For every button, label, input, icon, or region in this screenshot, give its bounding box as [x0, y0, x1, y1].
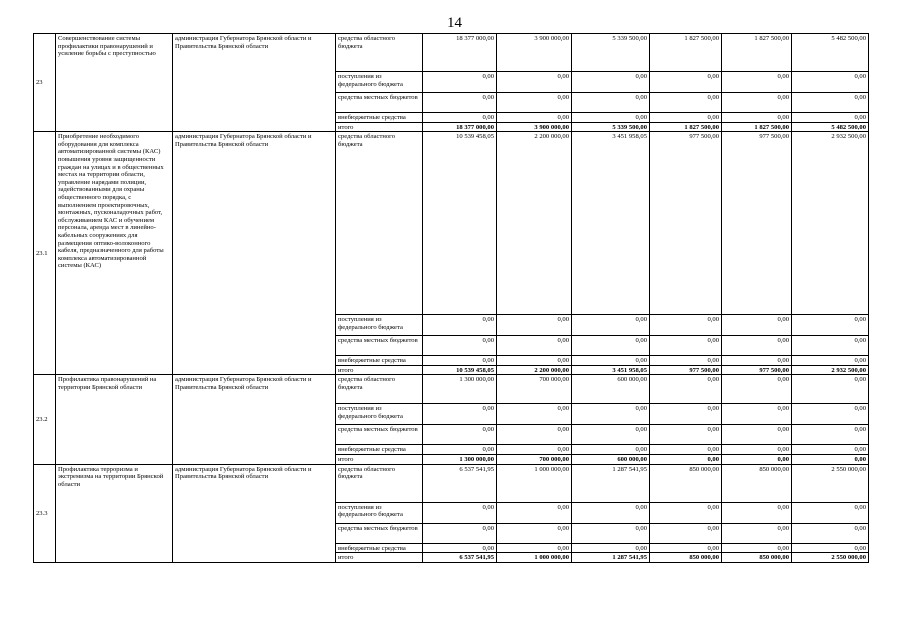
- amount-cell: 850 000,00: [722, 553, 792, 563]
- amount-cell: 10 539 458,05: [423, 365, 497, 375]
- amount-cell: 0,00: [722, 93, 792, 113]
- amount-cell: 0,00: [650, 113, 722, 123]
- amount-cell: 600 000,00: [572, 375, 650, 404]
- amount-cell: 0,00: [497, 543, 572, 553]
- amount-cell: 977 500,00: [650, 132, 722, 315]
- amount-cell: 0,00: [650, 543, 722, 553]
- amount-cell: 0,00: [423, 93, 497, 113]
- amount-cell: 850 000,00: [650, 553, 722, 563]
- amount-cell: 0,00: [572, 523, 650, 543]
- amount-cell: 0,00: [722, 336, 792, 356]
- amount-cell: 0,00: [722, 454, 792, 464]
- item-description: [56, 34, 173, 132]
- amount-cell: 3 451 958,05: [572, 132, 650, 315]
- amount-cell: 0,00: [497, 445, 572, 455]
- item-description-text: Совершенствование системы профилактики правонарушений и усиление борьбы с преступностью: [58, 35, 156, 58]
- amount-cell: 850 000,00: [650, 464, 722, 502]
- amount-cell: 6 537 541,95: [423, 464, 497, 502]
- amount-cell: 2 550 000,00: [792, 464, 869, 502]
- amount-cell: 700 000,00: [497, 454, 572, 464]
- amount-cell: 0,00: [497, 523, 572, 543]
- funding-source: итого: [336, 553, 423, 563]
- amount-cell: 0,00: [572, 543, 650, 553]
- amount-cell: 0,00: [792, 404, 869, 425]
- amount-cell: 0,00: [722, 502, 792, 523]
- amount-cell: 977 500,00: [650, 365, 722, 375]
- amount-cell: 977 500,00: [722, 132, 792, 315]
- amount-cell: 0,00: [722, 425, 792, 445]
- amount-cell: 0,00: [497, 113, 572, 123]
- amount-cell: 0,00: [650, 404, 722, 425]
- amount-cell: 1 000 000,00: [497, 553, 572, 563]
- funding-source: поступления из федерального бюджета: [336, 404, 423, 425]
- amount-cell: 0,00: [572, 72, 650, 93]
- amount-cell: 0,00: [722, 404, 792, 425]
- amount-cell: 1 827 500,00: [722, 122, 792, 132]
- amount-cell: 0,00: [497, 502, 572, 523]
- item-description-text: Приобретение необходимого оборудования для комплекса автоматизированной системы (КАС) повышения уровня защищенности граждан на улицах и в общественных местах на территории области, управление нарядами полиции, задействованными для охраны общественного порядка, с выполнением проектировочных, монтажных, пусконаладочных работ, обслуживанием КАС и обучением персонала, аренда мест в линейно-кабельных сооружениях для размещения оптико-волоконного кабеля, предназначенного для работы комплекса автоматизированной системы (КАС): [58, 133, 164, 270]
- item-executor: администрация Губернатора Брянской области и Правительства Брянской области: [173, 132, 336, 375]
- amount-cell: 1 827 500,00: [650, 122, 722, 132]
- amount-cell: 1 287 541,95: [572, 464, 650, 502]
- amount-cell: 2 200 000,00: [497, 365, 572, 375]
- amount-cell: 0,00: [650, 375, 722, 404]
- amount-cell: 0,00: [722, 523, 792, 543]
- amount-cell: 0,00: [722, 375, 792, 404]
- amount-cell: 600 000,00: [572, 454, 650, 464]
- amount-cell: 10 539 458,05: [423, 132, 497, 315]
- amount-cell: 0,00: [722, 356, 792, 366]
- budget-table: [33, 33, 869, 563]
- funding-source: средства областного бюджета: [336, 34, 423, 72]
- item-executor: администрация Губернатора Брянской области и Правительства Брянской области: [173, 375, 336, 464]
- amount-cell: 3 451 958,05: [572, 365, 650, 375]
- amount-cell: 6 537 541,95: [423, 553, 497, 563]
- table-row: [34, 132, 869, 315]
- amount-cell: 0,00: [650, 356, 722, 366]
- amount-cell: 0,00: [423, 72, 497, 93]
- amount-cell: 1 827 500,00: [722, 34, 792, 72]
- amount-cell: 0,00: [572, 356, 650, 366]
- amount-cell: 0,00: [792, 523, 869, 543]
- amount-cell: 0,00: [572, 404, 650, 425]
- item-description: [56, 464, 173, 562]
- item-number: 23.1: [34, 132, 56, 375]
- amount-cell: 0,00: [650, 72, 722, 93]
- funding-source: средства местных бюджетов: [336, 523, 423, 543]
- amount-cell: 0,00: [722, 315, 792, 336]
- amount-cell: 0,00: [497, 356, 572, 366]
- amount-cell: 0,00: [423, 543, 497, 553]
- amount-cell: 0,00: [792, 336, 869, 356]
- amount-cell: 0,00: [650, 336, 722, 356]
- amount-cell: 0,00: [572, 93, 650, 113]
- amount-cell: 0,00: [572, 336, 650, 356]
- funding-source: средства местных бюджетов: [336, 336, 423, 356]
- amount-cell: 0,00: [650, 454, 722, 464]
- amount-cell: 0,00: [423, 425, 497, 445]
- funding-source: средства местных бюджетов: [336, 425, 423, 445]
- amount-cell: 5 482 500,00: [792, 122, 869, 132]
- funding-source: средства областного бюджета: [336, 375, 423, 404]
- amount-cell: 0,00: [423, 113, 497, 123]
- amount-cell: 1 827 500,00: [650, 34, 722, 72]
- funding-source: поступления из федерального бюджета: [336, 315, 423, 336]
- amount-cell: 0,00: [572, 315, 650, 336]
- amount-cell: 0,00: [497, 425, 572, 445]
- amount-cell: 0,00: [792, 445, 869, 455]
- amount-cell: 1 287 541,95: [572, 553, 650, 563]
- amount-cell: 1 300 000,00: [423, 454, 497, 464]
- amount-cell: 0,00: [423, 336, 497, 356]
- funding-source: средства областного бюджета: [336, 464, 423, 502]
- amount-cell: 0,00: [423, 404, 497, 425]
- amount-cell: 0,00: [497, 336, 572, 356]
- funding-source: внебюджетные средства: [336, 445, 423, 455]
- amount-cell: 18 377 000,00: [423, 122, 497, 132]
- amount-cell: 2 932 500,00: [792, 365, 869, 375]
- amount-cell: 0,00: [722, 72, 792, 93]
- item-description: [56, 375, 173, 464]
- amount-cell: 0,00: [792, 93, 869, 113]
- item-executor: администрация Губернатора Брянской области и Правительства Брянской области: [173, 464, 336, 562]
- item-description: [56, 132, 173, 375]
- amount-cell: 1 000 000,00: [497, 464, 572, 502]
- item-number: 23.3: [34, 464, 56, 562]
- amount-cell: 0,00: [497, 315, 572, 336]
- amount-cell: 0,00: [792, 454, 869, 464]
- funding-source: поступления из федерального бюджета: [336, 502, 423, 523]
- amount-cell: 0,00: [650, 445, 722, 455]
- amount-cell: 0,00: [572, 425, 650, 445]
- amount-cell: 0,00: [722, 445, 792, 455]
- amount-cell: 3 900 000,00: [497, 34, 572, 72]
- amount-cell: 0,00: [792, 113, 869, 123]
- item-number: 23.2: [34, 375, 56, 464]
- funding-source: итого: [336, 365, 423, 375]
- amount-cell: 0,00: [497, 404, 572, 425]
- amount-cell: 977 500,00: [722, 365, 792, 375]
- amount-cell: 0,00: [497, 72, 572, 93]
- amount-cell: 2 932 500,00: [792, 132, 869, 315]
- amount-cell: 0,00: [423, 523, 497, 543]
- amount-cell: 0,00: [423, 315, 497, 336]
- amount-cell: 0,00: [792, 356, 869, 366]
- funding-source: средства областного бюджета: [336, 132, 423, 315]
- amount-cell: 2 550 000,00: [792, 553, 869, 563]
- amount-cell: 700 000,00: [497, 375, 572, 404]
- amount-cell: 0,00: [792, 502, 869, 523]
- page-number: 14: [447, 15, 462, 31]
- funding-source: средства местных бюджетов: [336, 93, 423, 113]
- amount-cell: 0,00: [423, 356, 497, 366]
- item-executor: администрация Губернатора Брянской области и Правительства Брянской области: [173, 34, 336, 132]
- item-description-text: Профилактика правонарушений на территории Брянской области: [58, 376, 157, 391]
- amount-cell: 0,00: [497, 93, 572, 113]
- funding-source: итого: [336, 122, 423, 132]
- amount-cell: 2 200 000,00: [497, 132, 572, 315]
- funding-source: поступления из федерального бюджета: [336, 72, 423, 93]
- funding-source: внебюджетные средства: [336, 113, 423, 123]
- amount-cell: 18 377 000,00: [423, 34, 497, 72]
- table-row: [34, 464, 869, 502]
- amount-cell: 850 000,00: [722, 464, 792, 502]
- amount-cell: 1 300 000,00: [423, 375, 497, 404]
- amount-cell: 0,00: [572, 113, 650, 123]
- item-description-text: Профилактика терроризма и экстремизма на территории Брянской области: [58, 465, 164, 488]
- amount-cell: 5 339 500,00: [572, 34, 650, 72]
- amount-cell: 0,00: [423, 445, 497, 455]
- amount-cell: 5 482 500,00: [792, 34, 869, 72]
- amount-cell: 0,00: [792, 425, 869, 445]
- amount-cell: 0,00: [792, 72, 869, 93]
- amount-cell: 0,00: [792, 543, 869, 553]
- funding-source: итого: [336, 454, 423, 464]
- amount-cell: 0,00: [423, 502, 497, 523]
- amount-cell: 3 900 000,00: [497, 122, 572, 132]
- amount-cell: 5 339 500,00: [572, 122, 650, 132]
- amount-cell: 0,00: [722, 113, 792, 123]
- amount-cell: 0,00: [650, 93, 722, 113]
- amount-cell: 0,00: [650, 425, 722, 445]
- table-row: [34, 375, 869, 404]
- table-row: [34, 34, 869, 72]
- amount-cell: 0,00: [650, 502, 722, 523]
- amount-cell: 0,00: [792, 315, 869, 336]
- amount-cell: 0,00: [650, 315, 722, 336]
- amount-cell: 0,00: [722, 543, 792, 553]
- amount-cell: 0,00: [572, 445, 650, 455]
- amount-cell: 0,00: [650, 523, 722, 543]
- funding-source: внебюджетные средства: [336, 543, 423, 553]
- item-number: 23: [34, 34, 56, 132]
- amount-cell: 0,00: [792, 375, 869, 404]
- amount-cell: 0,00: [572, 502, 650, 523]
- funding-source: внебюджетные средства: [336, 356, 423, 366]
